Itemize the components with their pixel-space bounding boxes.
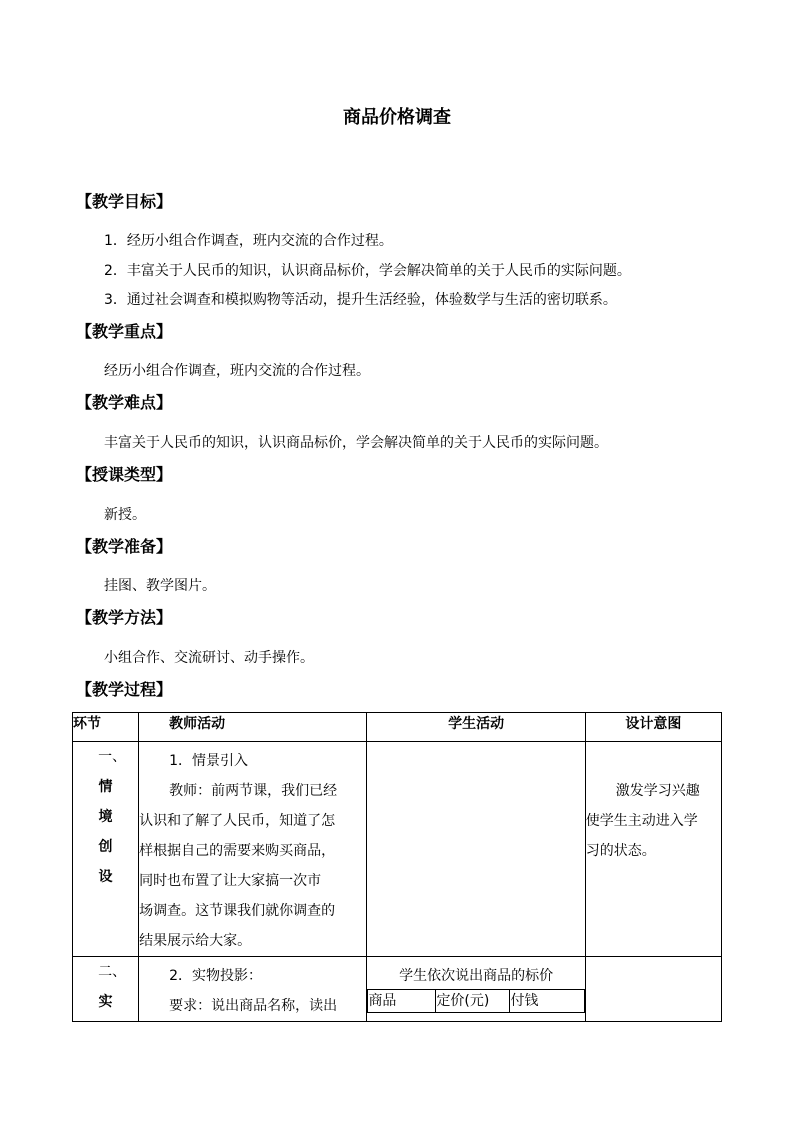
table-row bbox=[73, 957, 722, 1022]
lesson-type-text: 新授。 bbox=[104, 507, 146, 523]
stage-cell bbox=[73, 742, 139, 957]
objective-item-2: 2．丰富关于人民币的知识，认识商品标价，学会解决简单的关于人民币的实际问题。 bbox=[104, 263, 631, 279]
teaching-process-table bbox=[72, 712, 722, 1022]
objective-item-3: 3．通过社会调查和模拟购物等活动，提升生活经验，体验数学与生活的密切联系。 bbox=[104, 292, 617, 308]
design-intent-cell bbox=[585, 742, 721, 957]
stage-cell bbox=[73, 957, 139, 1022]
student-activity-cell bbox=[367, 957, 585, 1022]
intent-line: 使学生主动进入学 bbox=[585, 813, 698, 829]
price-table bbox=[367, 989, 584, 1013]
section-heading-difficulties: 【教学难点】 bbox=[76, 393, 173, 412]
header-design-intent: 设计意图 bbox=[585, 713, 721, 742]
teacher-line: 2．实物投影： bbox=[169, 968, 263, 984]
section-heading-process: 【教学过程】 bbox=[76, 680, 173, 699]
intent-line: 激发学习兴趣 bbox=[615, 783, 700, 799]
section-heading-methods: 【教学方法】 bbox=[76, 608, 173, 627]
objective-item-1: 1．经历小组合作调查，班内交流的合作过程。 bbox=[104, 233, 393, 249]
teacher-line: 样根据自己的需要来购买商品， bbox=[139, 843, 336, 859]
preparation-text: 挂图、教学图片。 bbox=[104, 578, 216, 594]
table-header-row bbox=[73, 713, 722, 742]
stage-number: 二、 bbox=[98, 964, 127, 980]
page-title: 商品价格调查 bbox=[343, 107, 451, 128]
section-heading-key-points: 【教学重点】 bbox=[76, 322, 173, 341]
stage-number: 一、 bbox=[98, 749, 127, 765]
student-line: 学生依次说出商品的标价 bbox=[399, 968, 554, 984]
header-stage: 环节 bbox=[73, 713, 139, 742]
teacher-line: 结果展示给大家。 bbox=[139, 933, 252, 949]
teacher-line: 要求：说出商品名称，读出 bbox=[169, 998, 338, 1014]
price-col-price: 定价(元) bbox=[436, 990, 510, 1013]
header-student-activity: 学生活动 bbox=[367, 713, 585, 742]
table-row bbox=[73, 742, 722, 957]
methods-text: 小组合作、交流研讨、动手操作。 bbox=[104, 650, 314, 666]
teacher-line: 教师：前两节课，我们已经 bbox=[169, 783, 338, 799]
section-heading-preparation: 【教学准备】 bbox=[76, 537, 173, 556]
price-table-header bbox=[368, 990, 584, 1013]
student-activity-cell bbox=[367, 742, 585, 957]
teacher-line: 1．情景引入 bbox=[169, 753, 249, 769]
stage-char: 情 bbox=[98, 779, 113, 795]
price-col-goods: 商品 bbox=[368, 990, 436, 1013]
teacher-line: 同时也布置了让大家搞一次市 bbox=[139, 873, 322, 889]
difficulties-text: 丰富关于人民币的知识，认识商品标价，学会解决简单的关于人民币的实际问题。 bbox=[104, 435, 608, 451]
header-teacher-activity: 教师活动 bbox=[139, 713, 367, 742]
price-col-pay: 付钱 bbox=[510, 990, 584, 1013]
teacher-line: 认识和了解了人民币，知道了怎 bbox=[139, 813, 336, 829]
section-heading-lesson-type: 【授课类型】 bbox=[76, 465, 173, 484]
teacher-activity-cell bbox=[139, 742, 367, 957]
key-points-text: 经历小组合作调查，班内交流的合作过程。 bbox=[104, 363, 370, 379]
intent-line: 习的状态。 bbox=[585, 843, 656, 859]
section-heading-objectives: 【教学目标】 bbox=[76, 192, 173, 211]
stage-char: 境 bbox=[98, 809, 113, 825]
teacher-line: 场调查。这节课我们就你调查的 bbox=[139, 903, 336, 919]
stage-char: 创 bbox=[98, 839, 113, 855]
stage-char: 实 bbox=[98, 994, 113, 1010]
stage-char: 设 bbox=[98, 869, 113, 885]
teacher-activity-cell bbox=[139, 957, 367, 1022]
design-intent-cell bbox=[585, 957, 721, 1022]
